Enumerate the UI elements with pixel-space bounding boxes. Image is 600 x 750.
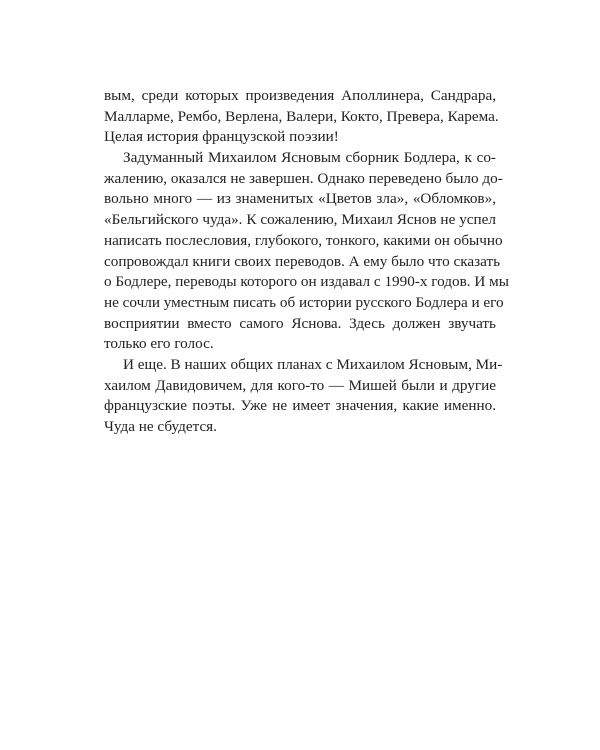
text-line: не сочли уместным писать об истории русского Бодлера и его bbox=[104, 293, 504, 311]
paragraph-2 bbox=[104, 148, 509, 355]
text-line: Задуманный Михаилом Ясновым сборник Бодлера, к со- bbox=[123, 149, 496, 167]
text-line: восприятии вместо самого Яснова. Здесь должен звучать bbox=[104, 314, 496, 332]
text-line: о Бодлере, переводы которого он издавал с 1990-х годов. И мы bbox=[104, 273, 509, 291]
paragraph-1 bbox=[104, 86, 499, 148]
text-line: «Бельгийского чуда». К сожалению, Михаил Яснов не успел bbox=[104, 211, 496, 229]
text-line: вольно много — из знаменитых «Цветов зла», «Обломков», bbox=[104, 190, 496, 208]
text-line: Малларме, Рембо, Верлена, Валери, Кокто, Превера, Карема. bbox=[104, 107, 499, 125]
text-line: И еще. В наших общих планах с Михаилом Ясновым, Ми- bbox=[123, 355, 503, 373]
text-line: Целая история французской поэзии! bbox=[104, 128, 339, 146]
text-line: написать послесловия, глубокого, тонкого, какими он обычно bbox=[104, 231, 503, 249]
body-text bbox=[104, 86, 509, 438]
text-line: сопровождал книги своих переводов. А ему было что сказать bbox=[104, 252, 501, 270]
text-line: хаилом Давидовичем, для кого-то — Мишей были и другие bbox=[104, 376, 496, 394]
paragraph-3 bbox=[104, 355, 503, 438]
text-line: только его голос. bbox=[104, 335, 214, 353]
text-line: Чуда не сбудется. bbox=[104, 418, 217, 435]
text-line: вым, среди которых произведения Аполлинера, Сандрара, bbox=[104, 87, 496, 104]
text-line: французские поэты. Уже не имеет значения, какие именно. bbox=[104, 397, 496, 415]
text-line: жалению, оказался не завершен. Однако переведено было до- bbox=[104, 169, 503, 187]
